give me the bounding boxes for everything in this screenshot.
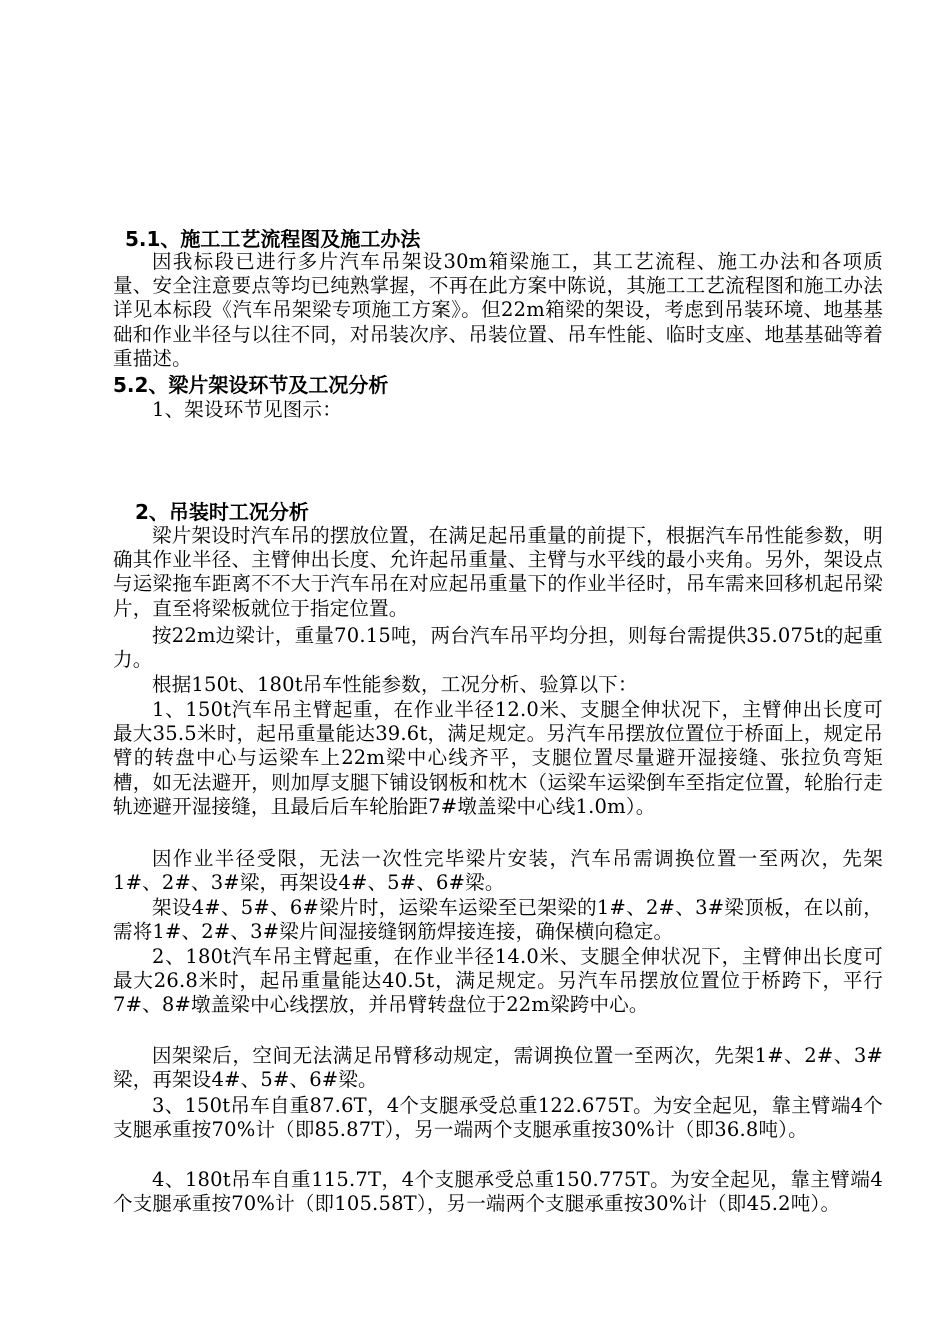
section-2-paragraph-8: 因架梁后，空间无法满足吊臂移动规定，需调换位置一至两次，先架1#、2#、3#梁，再架设4#、5#、6#梁。	[113, 1044, 883, 1092]
section-5-2-item-1: 1、架设环节见图示：	[152, 398, 342, 421]
section-2-paragraph-3: 根据150t、180t吊车性能参数，工况分析、验算以下：	[152, 673, 638, 696]
section-2-paragraph-2: 按22m边梁计，重量70.15吨，两台汽车吊平均分担，则每台需提供35.075t的起重力。	[113, 624, 883, 672]
section-5-1-heading: 5.1、施工工艺流程图及施工办法	[125, 227, 421, 251]
section-2-paragraph-1: 梁片架设时汽车吊的摆放位置，在满足起吊重量的前提下，根据汽车吊性能参数，明确其作业半径、主臂伸出长度、允许起吊重量、主臂与水平线的最小夹角。另外，架设点与运梁拖车距离不不大于汽车吊在对应起吊重量下的作业半径时，吊车需来回移机起吊梁片，直至将梁板就位于指定位置。	[113, 524, 883, 620]
section-2-paragraph-6: 架设4#、5#、6#梁片时，运梁车运梁至已架梁的1#、2#、3#梁顶板，在以前，需将1#、2#、3#梁片间湿接缝钢筋焊接连接，确保横向稳定。	[113, 896, 883, 944]
section-2-paragraph-4: 1、150t汽车吊主臂起重，在作业半径12.0米、支腿全伸状况下，主臂伸出长度可最大35.5米时，起吊重量能达39.6t，满足规定。另汽车吊摆放位置位于桥面上，规定吊臂的转盘中心与运梁车上22m梁中心线齐平，支腿位置尽量避开湿接缝、张拉负弯矩槽，如无法避开，则加厚支腿下铺设钢板和枕木（运梁车运梁倒车至指定位置，轮胎行走轨迹避开湿接缝，且最后后车轮胎距7#墩盖梁中心线1.0m）。	[113, 698, 883, 818]
section-2-paragraph-10: 4、180t吊车自重115.7T，4个支腿承受总重150.775T。为安全起见，靠主臂端4个支腿承重按70%计（即105.58T），另一端两个支腿承重按30%计（即45.2吨）。	[113, 1168, 883, 1216]
section-5-2-heading: 5.2、梁片架设环节及工况分析	[113, 373, 389, 397]
section-5-1-paragraph: 因我标段已进行多片汽车吊架设30m箱梁施工，其工艺流程、施工办法和各项质量、安全注意要点等均已纯熟掌握，不再在此方案中陈说，其施工工艺流程图和施工办法详见本标段《汽车吊架梁专项施工方案》。但22m箱梁的架设，考虑到吊装环境、地基基础和作业半径与以往不同，对吊装次序、吊装位置、吊车性能、临时支座、地基基础等着重描述。	[113, 250, 883, 370]
section-2-heading: 2、吊装时工况分析	[135, 500, 309, 524]
section-2-paragraph-7: 2、180t汽车吊主臂起重，在作业半径14.0米、支腿全伸状况下，主臂伸出长度可最大26.8米时，起吊重量能达40.5t，满足规定。另汽车吊摆放位置位于桥跨下，平行7#、8#墩盖梁中心线摆放，并吊臂转盘位于22m梁跨中心。	[113, 945, 883, 1017]
section-2-paragraph-9: 3、150t吊车自重87.6T，4个支腿承受总重122.675T。为安全起见，靠主臂端4个支腿承重按70%计（即85.87T），另一端两个支腿承重按30%计（即36.8吨）。	[113, 1094, 883, 1142]
section-2-paragraph-5: 因作业半径受限，无法一次性完毕梁片安装，汽车吊需调换位置一至两次，先架1#、2#、3#梁，再架设4#、5#、6#梁。	[113, 847, 883, 895]
